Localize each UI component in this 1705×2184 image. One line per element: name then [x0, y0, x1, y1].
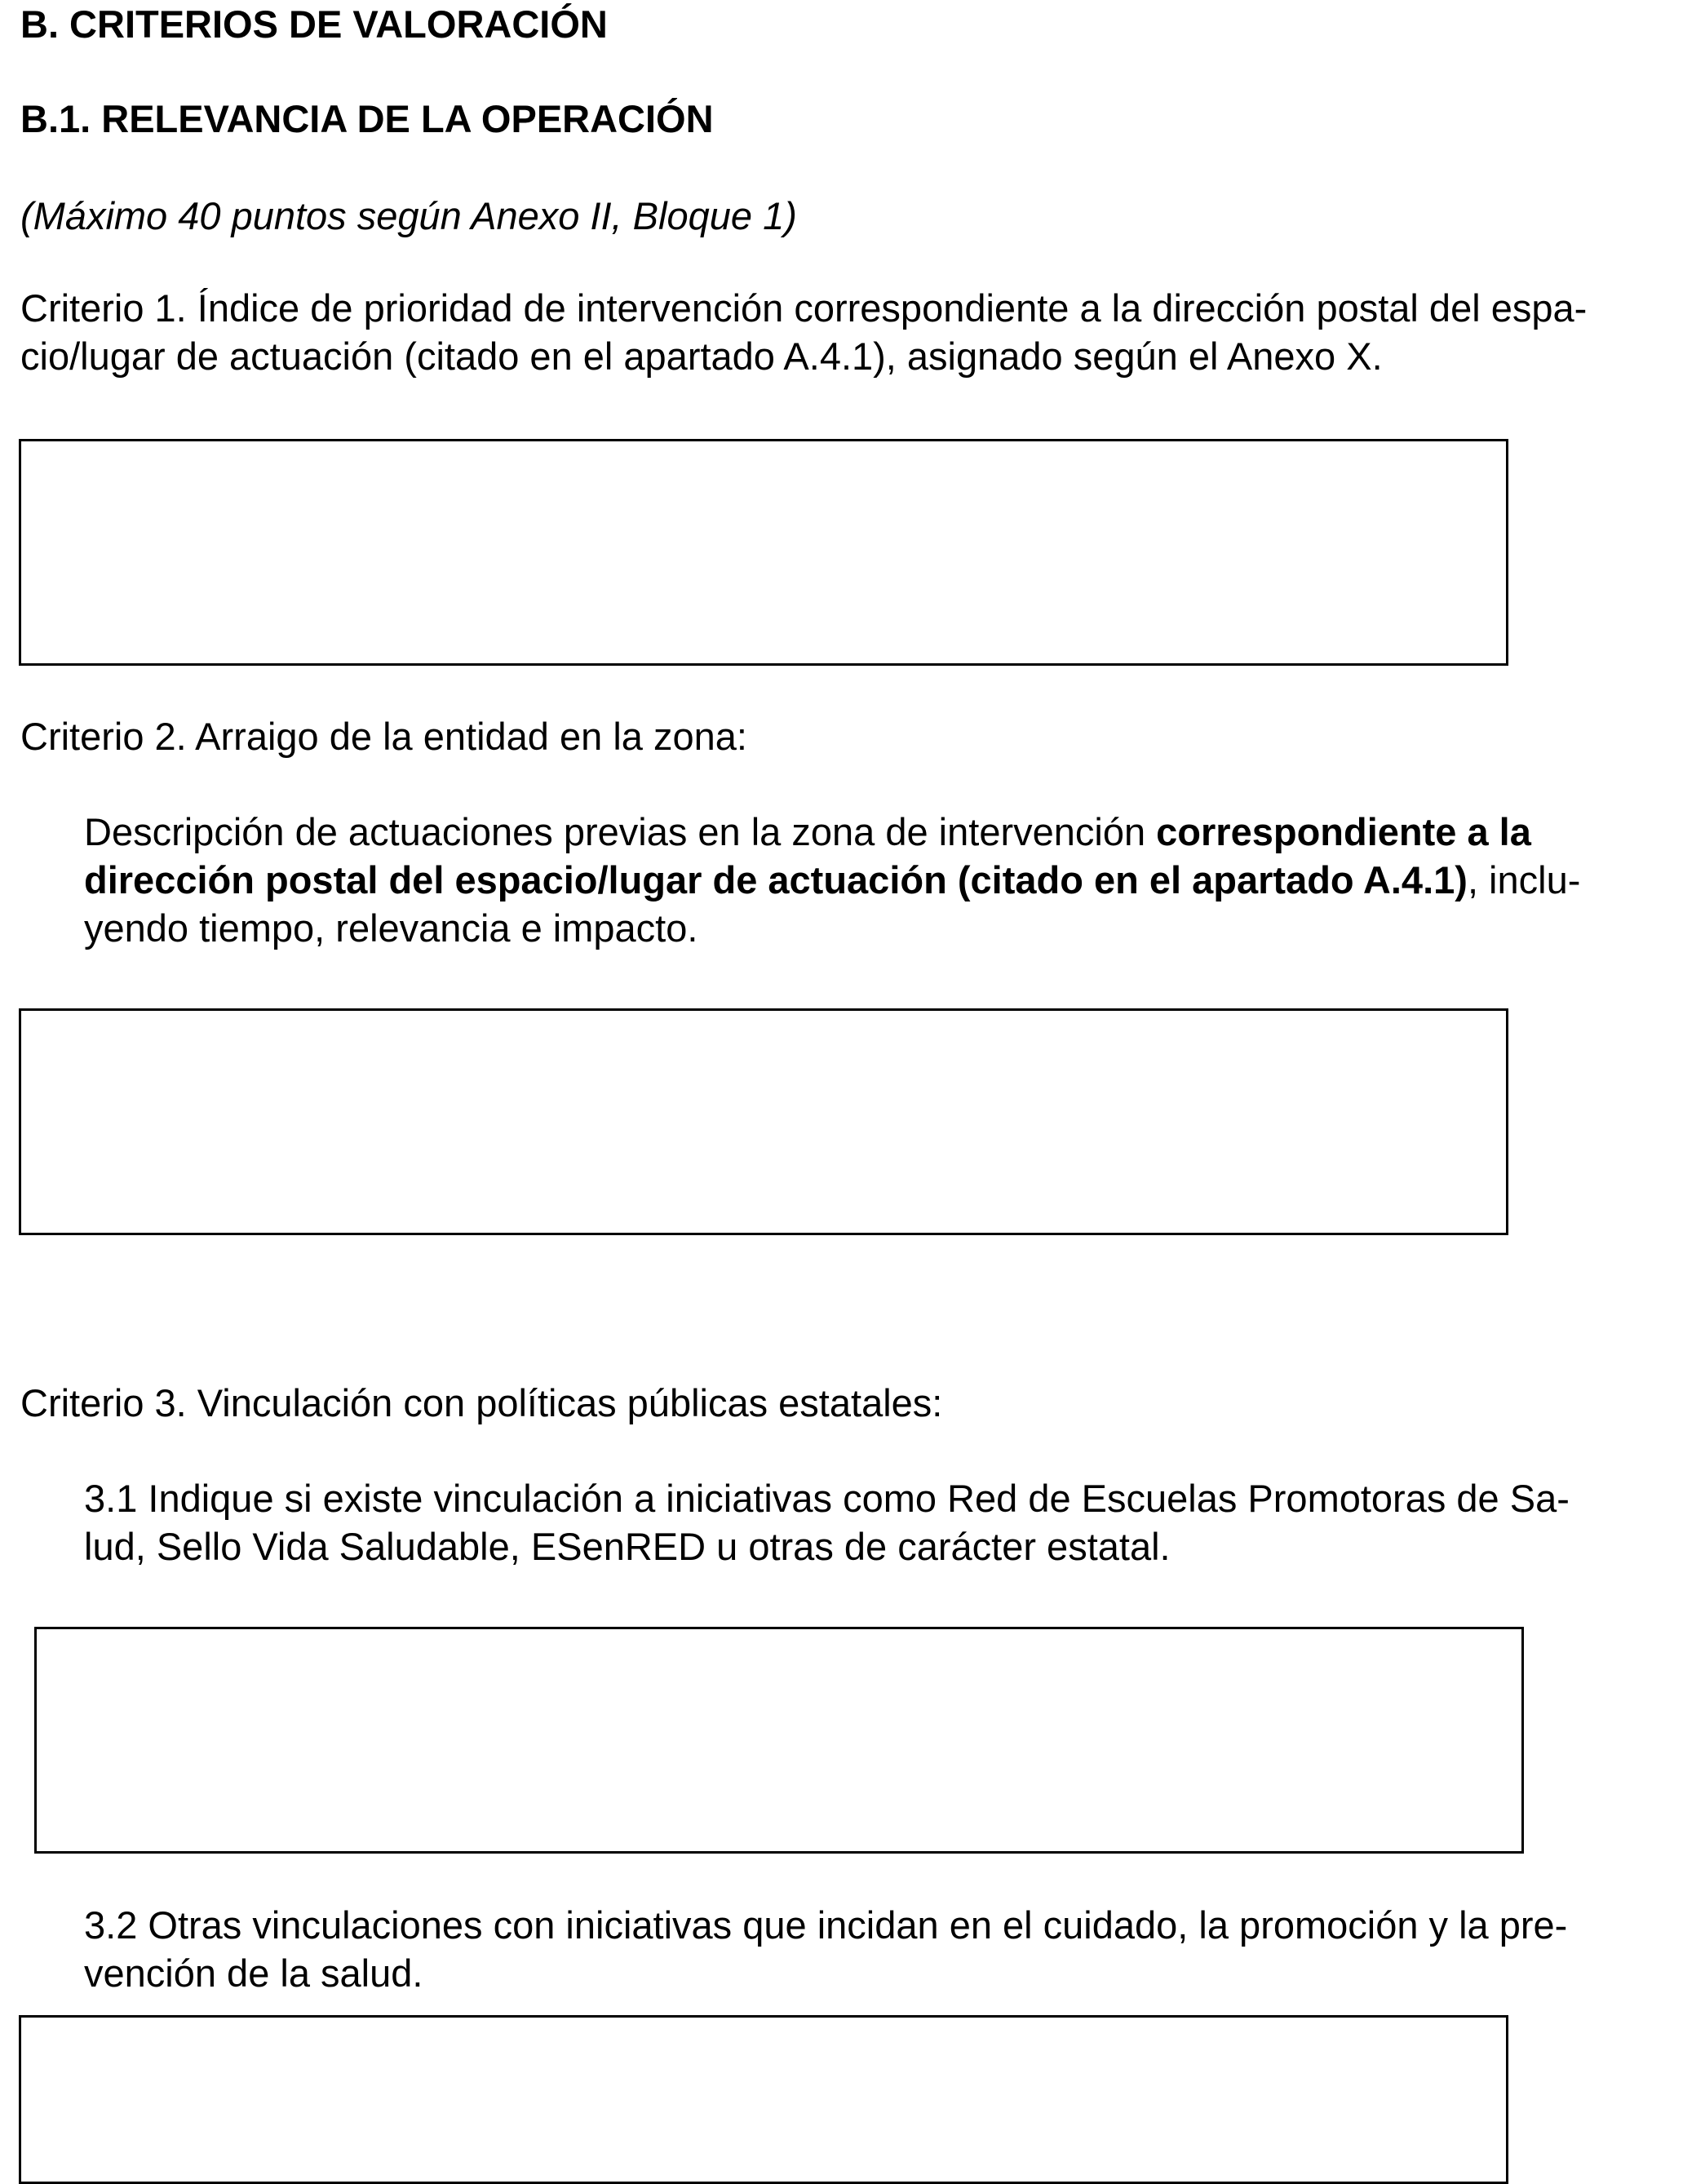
criterio3-q32-line2: vención de la salud. [84, 1951, 423, 1995]
criterio3-q31-line1: 3.1 Indique si existe vinculación a iniciativas como Red de Escuelas Promotoras de Sa- [84, 1477, 1570, 1520]
criterio2-description-line1-bold: correspondiente a la [1156, 810, 1531, 853]
criterio3-q32-answer-box[interactable] [19, 2015, 1508, 2184]
criterio1-answer-box[interactable] [19, 439, 1508, 666]
criterio2-description-line1 [84, 808, 1531, 856]
criterio3-heading: Criterio 3. Vinculación con políticas públicas estatales: [20, 1381, 943, 1424]
section-subtitle: B.1. RELEVANCIA DE LA OPERACIÓN [20, 97, 714, 140]
criterio2-answer-box[interactable] [19, 1008, 1508, 1235]
criterio2-heading: Criterio 2. Arraigo de la entidad en la zona: [20, 715, 747, 758]
criterio1-text-line1: Criterio 1. Índice de prioridad de intervención correspondiente a la dirección postal del espa- [20, 286, 1588, 330]
section-note: (Máximo 40 puntos según Anexo II, Bloque 1) [20, 194, 797, 237]
criterio2-description-line3: yendo tiempo, relevancia e impacto. [84, 906, 698, 950]
criterio3-q31-line2: lud, Sello Vida Saludable, ESenRED u otras de carácter estatal. [84, 1525, 1171, 1568]
criterio2-description-line2 [84, 856, 1580, 904]
criterio2-description-line2-bold: dirección postal del espacio/lugar de actuación (citado en el apartado A.4.1) [84, 858, 1468, 902]
criterio3-q32-line1: 3.2 Otras vinculaciones con iniciativas que incidan en el cuidado, la promoción y la pre- [84, 1903, 1568, 1947]
criterio2-description-line2-normal: , inclu- [1467, 858, 1581, 902]
section-title: B. CRITERIOS DE VALORACIÓN [20, 2, 608, 46]
criterio1-text-line2: cio/lugar de actuación (citado en el apartado A.4.1), asignado según el Anexo X. [20, 334, 1383, 378]
criterio3-q31-answer-box[interactable] [34, 1627, 1524, 1854]
criterio2-description-line1-normal: Descripción de actuaciones previas en la zona de intervención [84, 810, 1157, 853]
